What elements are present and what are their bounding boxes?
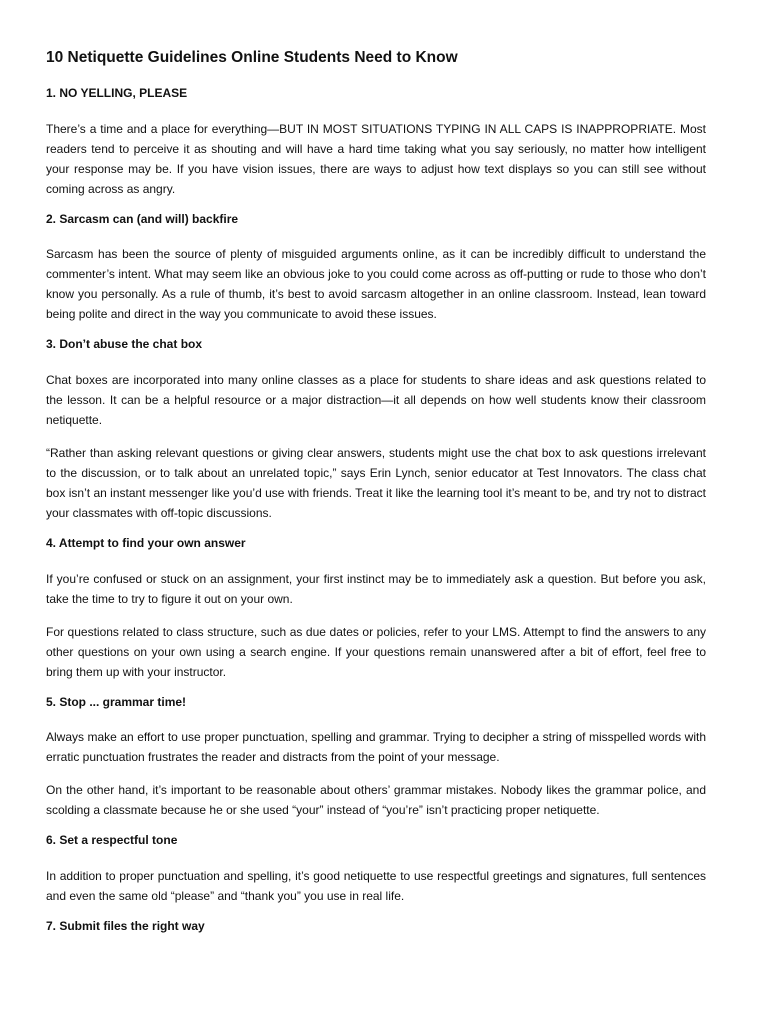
- section-heading: 4. Attempt to find your own answer: [46, 535, 246, 550]
- document-title: 10 Netiquette Guidelines Online Students Need to Know: [46, 49, 458, 66]
- paragraph: There’s a time and a place for everything—BUT IN MOST SITUATIONS TYPING IN ALL CAPS IS INAPPROPRIATE. Most readers tend to perceive it as shouting and will have a hard time taking what you say seriously, no matter how intelligent your response may be. If you have vision issues, there are ways to adjust how text displays so you can still see without coming across as angry.: [46, 121, 706, 196]
- section-4: [46, 536, 706, 682]
- section-heading: 3. Don’t abuse the chat box: [46, 337, 203, 352]
- section-7: [46, 919, 706, 935]
- paragraph: In addition to proper punctuation and spelling, it’s good netiquette to use respectful greetings and signatures, full sentences and even the same old “please” and “thank you” you use in real life.: [46, 868, 706, 903]
- section-6: [46, 833, 706, 906]
- section-1: [46, 86, 706, 199]
- section-heading: 6. Set a respectful tone: [46, 833, 178, 848]
- section-5: [46, 695, 706, 821]
- paragraph: For questions related to class structure, such as due dates or policies, refer to your LMS. Attempt to find the answers to any other questions on your own using a search engine. If your questions remain unanswered after a bit of effort, feel free to bring them up with your instructor.: [46, 624, 706, 679]
- section-heading: 5. Stop ... grammar time!: [46, 694, 187, 709]
- section-2: [46, 212, 706, 325]
- quote-paragraph: “Rather than asking relevant questions or giving clear answers, students might use the chat box to ask questions irrelevant to the discussion, or to talk about an unrelated topic,” says Erin Lynch, senior educator at Test Innovators. The class chat box isn’t an instant messenger like you’d use with friends. Treat it like the learning tool it’s meant to be, and try not to distract your classmates with off-topic discussions.: [46, 445, 706, 520]
- document-page: [46, 48, 706, 951]
- section-heading: 1. NO YELLING, PLEASE: [46, 86, 188, 101]
- section-3: [46, 337, 706, 523]
- paragraph: Chat boxes are incorporated into many online classes as a place for students to share ideas and ask questions related to the lesson. It can be a helpful resource or a major distraction—it all depends on how well students know their classroom netiquette.: [46, 372, 706, 427]
- paragraph: Sarcasm has been the source of plenty of misguided arguments online, as it can be incredibly difficult to understand the commenter’s intent. What may seem like an obvious joke to you could come across as off-putting or rude to those who don’t know you personally. As a rule of thumb, it’s best to avoid sarcasm altogether in an online classroom. Instead, lean toward being polite and direct in the way you communicate to avoid these issues.: [46, 247, 706, 322]
- paragraph: On the other hand, it’s important to be reasonable about others’ grammar mistakes. Nobody likes the grammar police, and scolding a classmate because he or she used “your” instead of “you’re” isn’t practicing proper netiquette.: [46, 783, 706, 818]
- paragraph: Always make an effort to use proper punctuation, spelling and grammar. Trying to decipher a string of misspelled words with erratic punctuation frustrates the reader and distracts from the point of your message.: [46, 730, 706, 765]
- section-heading: 7. Submit files the right way: [46, 918, 205, 933]
- section-heading: 2. Sarcasm can (and will) backfire: [46, 211, 239, 226]
- paragraph: If you’re confused or stuck on an assignment, your first instinct may be to immediately ask a question. But before you ask, take the time to try to figure it out on your own.: [46, 571, 706, 606]
